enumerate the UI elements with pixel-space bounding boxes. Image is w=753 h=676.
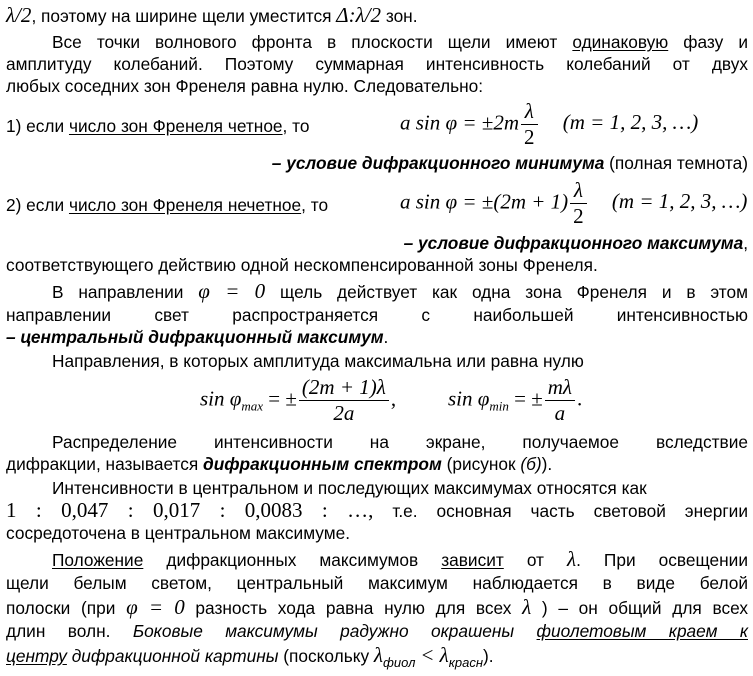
text: направлении свет распространяется с наибольшей интенсивностью [6, 305, 748, 325]
line-20 [6, 572, 748, 595]
line-19 [52, 548, 748, 571]
subscript: красн [448, 655, 484, 670]
line-23 [6, 643, 748, 670]
text: (рисунок [446, 454, 516, 474]
italic-underlined-text: центру [6, 646, 67, 666]
text: Все точки волнового фронта в плоскости щели имеют [52, 32, 558, 52]
line-21 [6, 596, 748, 619]
text: от [526, 550, 544, 570]
math-lambda: λ [567, 547, 577, 571]
denominator: 2a [333, 401, 355, 425]
line-22 [6, 620, 748, 643]
text: длин волн. [6, 621, 111, 641]
bold-italic-text: – условие дифракционного максимума [403, 233, 744, 253]
numerator: λ [570, 178, 587, 204]
underlined-text: одинаковую [572, 32, 669, 52]
numerator: (2m + 1)λ [299, 375, 389, 401]
denominator: 2 [524, 125, 535, 149]
denominator: 2 [573, 204, 584, 228]
formula-lhs: a sin φ = ±(2m + 1) [400, 189, 569, 214]
text: щель действует как одна зона Френеля и в этом [280, 282, 749, 302]
italic-underlined-text: фиолетовым краем к [536, 621, 748, 641]
text: , поэтому на ширине щели уместится [31, 6, 332, 26]
text: фазу и [683, 32, 749, 52]
formula-end: . [577, 386, 583, 411]
text: дифракционных максимумов [166, 550, 419, 570]
text: , то [301, 195, 329, 215]
line-11 [6, 304, 748, 327]
text: ). [483, 646, 494, 666]
line-18 [6, 522, 748, 545]
text: т.е. основная часть световой энергии [392, 501, 748, 521]
fraction [521, 99, 538, 150]
formula-max-condition [400, 178, 747, 229]
formula-sin-phi-min [448, 375, 582, 426]
text: ) – он общий для всех [541, 598, 748, 618]
fraction [570, 178, 587, 229]
math-delta-over-lambda-half: Δ:λ/2 [336, 3, 382, 27]
line-3 [6, 53, 748, 76]
text: соответствующего действию одной нескомпенсированной зоны Френеля. [6, 255, 598, 275]
text: щели белым светом, центральный максимум наблюдается в виде белой [6, 573, 748, 593]
text: любых соседних зон Френеля равна нулю. Следовательно: [6, 76, 484, 96]
subscript: max [241, 398, 264, 414]
line-4 [6, 75, 748, 98]
formula-condition: (m = 1, 2, 3, …) [562, 110, 699, 135]
line-1 [6, 4, 748, 27]
math-lambda-half: λ/2 [6, 3, 32, 27]
line-15 [6, 453, 748, 476]
line-12 [6, 326, 748, 349]
denominator: a [554, 401, 566, 425]
text: , то [282, 116, 310, 136]
math-phi-zero: φ = 0 [126, 595, 185, 619]
numerator: λ [521, 99, 538, 125]
math-phi-zero: φ = 0 [198, 279, 266, 303]
text: ). [541, 454, 553, 474]
text: 2) если [6, 195, 65, 215]
text: разность хода равна нулю для всех [195, 598, 512, 618]
math-less-lambda: < λ [420, 643, 449, 667]
math-lambda: λ [373, 643, 384, 667]
formula-lhs: sin φ [200, 386, 242, 411]
formula-lhs: sin φ [448, 386, 490, 411]
subscript: фиол [383, 655, 416, 670]
numerator: mλ [545, 375, 575, 401]
underlined-text: число зон Френеля четное [68, 116, 283, 136]
italic-text: дифракционной картины [71, 646, 279, 666]
text: . [383, 327, 389, 347]
text: (поскольку [283, 646, 370, 666]
line-14 [52, 431, 748, 454]
formula-end: , [390, 386, 397, 411]
text: сосредоточена в центральном максимуме. [6, 523, 351, 543]
text: , [743, 233, 748, 253]
underlined-text: Положение [52, 550, 144, 570]
text: Направления, в которых амплитуда максимальна или равна нулю [52, 351, 584, 371]
formula-eq: = ± [268, 386, 297, 411]
formula-lhs: a sin φ = ±2m [400, 110, 519, 135]
underlined-text: зависит [441, 550, 504, 570]
line-16 [52, 477, 748, 500]
text: . При освещении [576, 550, 748, 570]
line-13 [52, 350, 748, 373]
text: зон. [385, 6, 418, 26]
math-intensity-ratio: 1 : 0,047 : 0,017 : 0,0083 : …, [6, 498, 374, 522]
bold-italic-text: – условие дифракционного минимума [271, 153, 605, 173]
subscript: min [489, 398, 509, 414]
text: (полная темнота) [609, 153, 748, 173]
formula-min-condition [400, 99, 698, 150]
formula-condition: (m = 1, 2, 3, …) [611, 189, 748, 214]
line-8 [6, 232, 748, 255]
fraction [545, 375, 575, 426]
text: Интенсивности в центральном и последующих максимумах относятся как [52, 478, 647, 498]
line-2 [52, 31, 748, 54]
formula-eq: = ± [514, 386, 543, 411]
fraction [299, 375, 389, 426]
bold-italic-text: – центральный дифракционный максимум [6, 327, 384, 347]
line-9 [6, 254, 748, 277]
text: В направлении [52, 282, 184, 302]
math-lambda: λ [522, 595, 532, 619]
text: Распределение интенсивности на экране, получаемое вследствие [52, 432, 748, 452]
line-10 [52, 280, 748, 303]
italic-text: (б) [520, 454, 542, 474]
text: 1) если [6, 116, 65, 136]
underlined-text: число зон Френеля нечетное [68, 195, 302, 215]
line-6 [6, 152, 748, 175]
italic-text: Боковые максимумы радужно окрашены [132, 621, 515, 641]
formula-sin-phi-max [200, 375, 396, 426]
line-17 [6, 499, 748, 522]
text: дифракции, называется [6, 454, 199, 474]
text: амплитуду колебаний. Поэтому суммарная интенсивность колебаний от двух [6, 54, 748, 74]
bold-italic-text: дифракционным спектром [203, 454, 442, 474]
text: полоски (при [6, 598, 116, 618]
